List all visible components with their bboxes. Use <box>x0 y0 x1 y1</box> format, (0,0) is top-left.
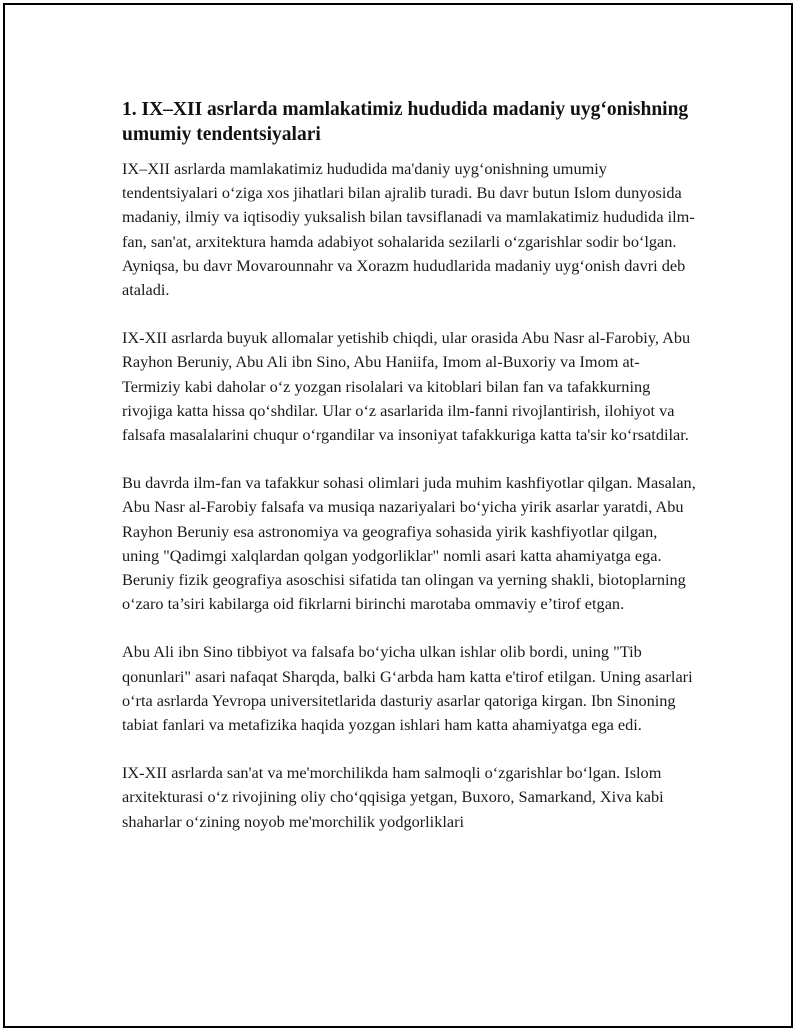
paragraph-5: IX-XII asrlarda san'at va me'morchilikda ham salmoqli o‘zgarishlar bo‘lgan. Islom arxitekturasi o‘z rivojining oliy cho‘qqisiga yetgan, Buxoro, Samarkand, Xiva kabi shaharlar o‘zining noyob me'morchilik yodgorliklari <box>122 763 664 831</box>
paragraph-3: Bu davrda ilm-fan va tafakkur sohasi olimlari juda muhim kashfiyotlar qilgan. Masalan, Abu Nasr al-Farobiy falsafa va musiqa nazariyalari bo‘yicha yirik asarlar yaratdi, Abu Rayhon Beruniy esa astronomiya va geografiya sohasida yirik kashfiyotlar qilgan, uning "Qadimgi xalqlardan qolgan yodgorliklar" nomli asari katta ahamiyatga ega. Beruniy fizik geografiya asoschisi sifatida tan olingan va yerning shakli, biotoplarning o‘zaro ta’siri kabilarga oid fikrlarni birinchi marotaba ommaviy e’tirof etgan. <box>122 473 696 614</box>
section-heading: 1. IX–XII asrlarda mamlakatimiz hududida madaniy uyg‘onishning umumiy tendentsiyalari <box>122 99 689 145</box>
paragraph-1: IX–XII asrlarda mamlakatimiz hududida ma'daniy uyg‘onishning umumiy tendentsiyalari o‘ziga xos jihatlari bilan ajralib turadi. Bu davr butun Islom dunyosida madaniy, ilmiy va iqtisodiy yuksalish bilan tavsiflanadi va mamlakatimiz hududida ilm-fan, san'at, arxitektura hamda adabiyot sohalarida sezilarli o‘zgarishlar sodir bo‘lgan. Ayniqsa, bu davr Movarounnahr va Xorazm hududlarida madaniy uyg‘onish davri deb ataladi. <box>122 159 695 300</box>
page-frame <box>3 3 793 1028</box>
document-body <box>122 97 697 858</box>
paragraph-2: IX-XII asrlarda buyuk allomalar yetishib chiqdi, ular orasida Abu Nasr al-Farobiy, Abu Rayhon Beruniy, Abu Ali ibn Sino, Abu Haniifa, Imom al-Buxoriy va Imom at-Termiziy kabi daholar o‘z yozgan risolalari va kitoblari bilan fan va tafakkurning rivojiga katta hissa qo‘shdilar. Ular o‘z asarlarida ilm-fanni rivojlantirish, ilohiyot va falsafa masalalarini chuqur o‘rgandilar va insoniyat tafakkuriga katta ta'sir ko‘rsatdilar. <box>122 328 691 445</box>
paragraph-4: Abu Ali ibn Sino tibbiyot va falsafa bo‘yicha ulkan ishlar olib bordi, uning "Tib qonunlari" asari nafaqat Sharqda, balki G‘arbda ham katta e'tirof etilgan. Uning asarlari o‘rta asrlarda Yevropa universitetlarida dasturiy asarlar qatoriga kirgan. Ibn Sinoning tabiat fanlari va metafizika haqida yozgan ishlari ham katta ahamiyatga ega edi. <box>122 642 693 735</box>
